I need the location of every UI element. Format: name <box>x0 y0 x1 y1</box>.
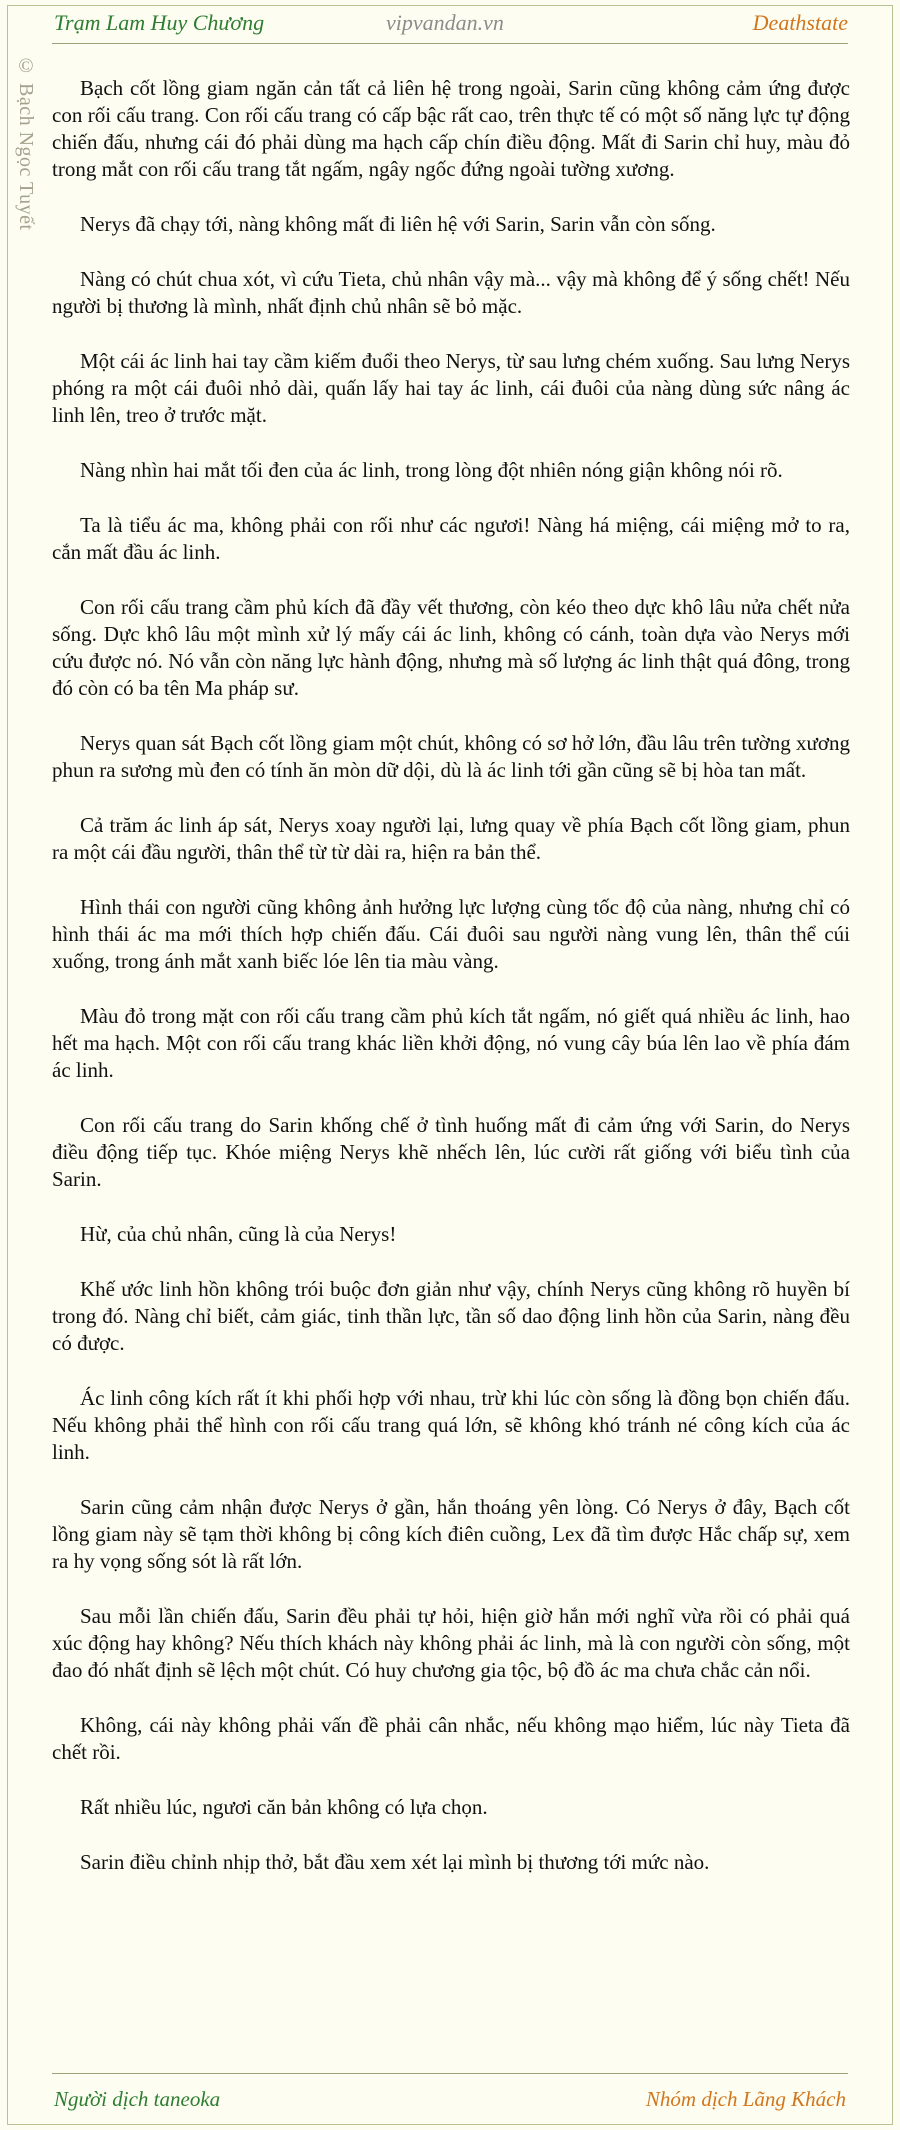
paragraph: Sau mỗi lần chiến đấu, Sarin đều phải tự hỏi, hiện giờ hắn mới nghĩ vừa rồi có phải quá xúc động hay không? Nếu thích khách này không phải ác linh, mà là con người còn sống, một đao đó nhất định sẽ lệch một chút. Có huy chương gia tộc, bộ đồ ác ma chưa chắc cản nổi. <box>52 1604 850 1682</box>
paragraph: Sarin điều chỉnh nhịp thở, bắt đầu xem xét lại mình bị thương tới mức nào. <box>80 1850 710 1874</box>
paragraph: Nerys đã chạy tới, nàng không mất đi liên hệ với Sarin, Sarin vẫn còn sống. <box>80 212 716 236</box>
page-footer <box>52 2083 848 2115</box>
paragraph: Nerys quan sát Bạch cốt lồng giam một chút, không có sơ hở lớn, đầu lâu trên tường xương phun ra sương mù đen có tính ăn mòn dữ dội, dù là ác linh tới gần cũng sẽ bị hòa tan mất. <box>52 731 850 782</box>
paragraph: Ta là tiểu ác ma, không phải con rối như các ngươi! Nàng há miệng, cái miệng mở to ra, cắn mất đầu ác linh. <box>52 513 850 564</box>
group-credit: Nhóm dịch Lãng Khách <box>645 2087 846 2111</box>
footer-divider <box>52 2073 848 2074</box>
book-title: Deathstate <box>752 10 848 35</box>
site-title: Trạm Lam Huy Chương <box>54 10 265 35</box>
page-header <box>52 6 848 40</box>
paragraph: Con rối cấu trang cầm phủ kích đã đầy vết thương, còn kéo theo dực khô lâu nửa chết nửa sống. Dực khô lâu một mình xử lý mấy cái ác linh, không có cánh, toàn dựa vào Nerys mới cứu được nó. Nó vẫn còn năng lực hành động, nhưng mà số lượng ác linh thật quá đông, trong đó còn có ba tên Ma pháp sư. <box>52 595 850 700</box>
paragraph: Rất nhiều lúc, ngươi căn bản không có lựa chọn. <box>80 1795 488 1819</box>
paragraph: Một cái ác linh hai tay cầm kiếm đuổi theo Nerys, từ sau lưng chém xuống. Sau lưng Nerys phóng ra một cái đuôi nhỏ dài, quấn lấy hai tay ác linh, cái đuôi của nàng dùng sức nâng ác linh lên, treo ở trước mặt. <box>52 349 850 427</box>
site-domain: vipvandan.vn <box>386 10 504 35</box>
chapter-content <box>52 75 850 1904</box>
paragraph: Không, cái này không phải vấn đề phải cân nhắc, nếu không mạo hiểm, lúc này Tieta đã chết rồi. <box>52 1713 850 1764</box>
paragraph: Con rối cấu trang do Sarin khống chế ở tình huống mất đi cảm ứng với Sarin, do Nerys điều động tiếp tục. Khóe miệng Nerys khẽ nhếch lên, lúc cười rất giống với biểu tình của Sarin. <box>52 1113 850 1191</box>
translator-credit: Người dịch taneoka <box>54 2087 221 2111</box>
header-divider <box>52 43 848 44</box>
paragraph: Hừ, của chủ nhân, cũng là của Nerys! <box>80 1222 397 1246</box>
paragraph: Cả trăm ác linh áp sát, Nerys xoay người lại, lưng quay về phía Bạch cốt lồng giam, phun ra một cái đầu người, thân thể từ từ dài ra, hiện ra bản thể. <box>52 813 850 864</box>
paragraph: Ác linh công kích rất ít khi phối hợp với nhau, trừ khi lúc còn sống là đồng bọn chiến đấu. Nếu không phải thể hình con rối cấu trang quá lớn, sẽ không khó tránh né công kích của ác linh. <box>52 1386 850 1464</box>
paragraph: Khế ước linh hồn không trói buộc đơn giản như vậy, chính Nerys cũng không rõ huyền bí trong đó. Nàng chỉ biết, cảm giác, tinh thần lực, tần số dao động linh hồn của Sarin, nàng đều có được. <box>52 1277 850 1355</box>
paragraph: Hình thái con người cũng không ảnh hưởng lực lượng cùng tốc độ của nàng, nhưng chỉ có hình thái ác ma mới thích hợp chiến đấu. Cái đuôi sau người nàng vung lên, thân thể cúi xuống, trong ánh mắt xanh biếc lóe lên tia màu vàng. <box>52 895 850 973</box>
paragraph: Màu đỏ trong mặt con rối cấu trang cầm phủ kích tắt ngấm, nó giết quá nhiều ác linh, hao hết ma hạch. Một con rối cấu trang khác liền khởi động, nó vung cây búa lên lao về phía đám ác linh. <box>52 1004 850 1082</box>
paragraph: Nàng nhìn hai mắt tối đen của ác linh, trong lòng đột nhiên nóng giận không nói rõ. <box>80 458 783 482</box>
paragraph: Bạch cốt lồng giam ngăn cản tất cả liên hệ trong ngoài, Sarin cũng không cảm ứng được con rối cấu trang. Con rối cấu trang có cấp bậc rất cao, trên thực tế có một số năng lực tự động chiến đấu, nhưng cái đó phải dùng ma hạch cấp chín điều động. Mất đi Sarin chỉ huy, màu đỏ trong mắt con rối cấu trang tắt ngấm, ngây ngốc đứng ngoài tường xương. <box>52 76 850 181</box>
paragraph: Nàng có chút chua xót, vì cứu Tieta, chủ nhân vậy mà... vậy mà không để ý sống chết! Nếu người bị thương là mình, nhất định chủ nhân sẽ bỏ mặc. <box>52 267 850 318</box>
copyright-watermark: © Bạch Ngọc Tuyết <box>15 55 37 231</box>
paragraph: Sarin cũng cảm nhận được Nerys ở gần, hắn thoáng yên lòng. Có Nerys ở đây, Bạch cốt lồng giam này sẽ tạm thời không bị công kích điên cuồng, Lex đã tìm được Hắc chấp sự, xem ra hy vọng sống sót là rất lớn. <box>52 1495 850 1573</box>
